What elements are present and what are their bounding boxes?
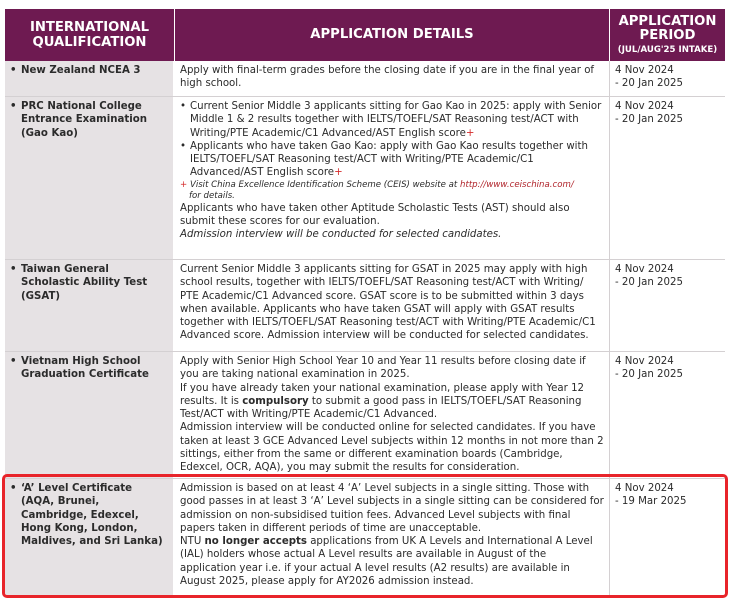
note-suffix: for details. (189, 190, 235, 201)
period-end: - 20 Jan 2025 (615, 114, 683, 126)
text-part: NTU (180, 536, 205, 548)
details-paragraph: Admission is based on at least 4 ‘A’ Level subjects in a single sitting. Those with good passes in at least 3 ‘A’ Level subjects in a single sitting can be considered for admission on non-subsidised tuition fees. Advanced Level subjects with final papers taken in different periods of time are unacceptable. (180, 483, 604, 534)
header-qualification-line1: INTERNATIONAL (29, 20, 150, 35)
ceis-note (180, 180, 604, 202)
period-end: - 20 Jan 2025 (615, 78, 683, 90)
details-bullet (180, 140, 604, 180)
period-start: 4 Nov 2024 (615, 483, 674, 494)
header-period-line2: PERIOD (639, 28, 696, 43)
qualification-cell (5, 479, 175, 596)
header-application-period (610, 9, 725, 61)
header-qualification-line2: QUALIFICATION (32, 35, 147, 50)
ceis-link[interactable]: http://www.ceischina.com/ (460, 179, 574, 190)
plus-mark: + (180, 179, 188, 190)
period-start: 4 Nov 2024 (615, 356, 674, 367)
emphasis-text: compulsory (242, 395, 309, 407)
header-application-details (175, 9, 610, 61)
details-paragraph: Applicants who have taken other Aptitude Scholastic Tests (AST) should also submit these scores for our evaluation. (180, 202, 570, 228)
table-row (5, 97, 725, 260)
period-cell (610, 352, 725, 478)
admission-table (5, 9, 725, 597)
details-paragraph: Apply with Senior High School Year 10 and Year 11 results before closing date if you are taking national examination in 2025. (180, 356, 586, 381)
period-start: 4 Nov 2024 (615, 101, 674, 112)
note-text: Visit China Excellence Identification Scheme (CEIS) website at (189, 179, 460, 190)
qualification-cell (5, 61, 175, 96)
period-cell (610, 260, 725, 351)
table-row (5, 352, 725, 479)
details-cell (175, 260, 610, 351)
details-text: Current Senior Middle 3 applicants sitting for GSAT in 2025 may apply with high school results, together with IELTS/TOEFL/SAT Reasoning test/ACT with Writing/ PTE Academic/C1 Advanced score. GSAT score is to be submitted within 3 days when available. Applicants who have taken GSAT will apply with GSAT results together with IELTS/TOEFL/SAT Reasoning test/ACT with Writing/PTE Academic/C1 Advanced score. Admission interview will be conducted for selected candidates. (180, 264, 596, 342)
details-bullet-list (180, 100, 604, 180)
bullet-text: Current Senior Middle 3 applicants sitting for Gao Kao in 2025: apply with Senior Middle 1 & 2 results together with IELTS/TOEFL/SAT Reasoning test/ACT with Writing/PTE Academic/C1 Advanced/AST English score (190, 101, 602, 139)
text-part: applications from UK A Levels and International A Level (IAL) holders whose actual A Level results are available in August of the application year i.e. if your actual A level results (A2 results) are available in August 2025, please apply for AY2026 admission instead. (180, 536, 593, 588)
qualification-name: New Zealand NCEA 3 (21, 65, 141, 76)
period-cell (610, 97, 725, 259)
details-text: Apply with final-term grades before the closing date if you are in the final year of high school. (180, 65, 595, 90)
plus-mark: + (465, 127, 475, 139)
text-part: to submit a good pass in IELTS/TOEFL/SAT Reasoning Test/ACT with Writing/PTE Academic/C1 Advanced. (180, 395, 582, 421)
period-start: 4 Nov 2024 (615, 264, 674, 275)
qualification-cell (5, 260, 175, 351)
qualification-cell (5, 97, 175, 259)
qualification-name: Vietnam High School Graduation Certificate (21, 356, 149, 381)
period-cell (610, 479, 725, 596)
bullet-icon: • (10, 483, 17, 494)
qualification-cell (5, 352, 175, 478)
details-paragraph (180, 382, 604, 422)
header-period-intake: (JUL/AUG'25 INTAKE) (617, 44, 718, 55)
table-header (5, 9, 725, 61)
bullet-icon: • (10, 356, 17, 367)
plus-mark: + (334, 167, 343, 179)
details-paragraph (180, 535, 604, 588)
emphasis-text: no longer accepts (204, 536, 307, 548)
details-cell (175, 352, 610, 478)
period-end: - 19 Mar 2025 (615, 496, 687, 508)
details-paragraph: Admission interview will be conducted online for selected candidates. If you have taken at least 3 GCE Advanced Level subjects within 12 months in not more than 2 sittings, either from the same or different examination boards (Cambridge, Edexcel, OCR, AQA), you may submit the results for consideration. (180, 422, 604, 474)
header-period-line1: APPLICATION (618, 13, 717, 29)
qualification-name: PRC National College Entrance Examination (Gao Kao) (21, 101, 147, 139)
period-cell (610, 61, 725, 96)
details-bullet (180, 100, 604, 140)
details-cell (175, 61, 610, 96)
header-qualification (5, 9, 175, 61)
table-row (5, 61, 725, 97)
bullet-icon: • (10, 264, 17, 275)
bullet-text: Applicants who have taken Gao Kao: apply with Gao Kao results together with IELTS/TOEFL/SAT Reasoning test/ACT with Writing/PTE Academic/C1 Advanced/AST English score (190, 140, 588, 179)
table-row (5, 479, 725, 597)
text-part: If you have already taken your national examination, please apply with Year 12 results. It is (180, 382, 585, 407)
details-cell (175, 479, 610, 596)
header-application-details-text: APPLICATION DETAILS (310, 27, 474, 43)
qualification-name: Taiwan General Scholastic Ability Test (GSAT) (21, 264, 148, 302)
bullet-icon: • (10, 65, 17, 76)
period-start: 4 Nov 2024 (615, 65, 674, 76)
period-end: - 20 Jan 2025 (615, 277, 683, 289)
qualification-name: ‘A’ Level Certificate (AQA, Brunei, Cambridge, Edexcel, Hong Kong, London, Maldives, and Sri Lanka) (21, 483, 163, 548)
table-row (5, 260, 725, 352)
details-cell (175, 97, 610, 259)
bullet-icon: • (10, 101, 17, 112)
period-end: - 20 Jan 2025 (615, 369, 683, 381)
interview-note: Admission interview will be conducted for selected candidates. (180, 229, 502, 241)
